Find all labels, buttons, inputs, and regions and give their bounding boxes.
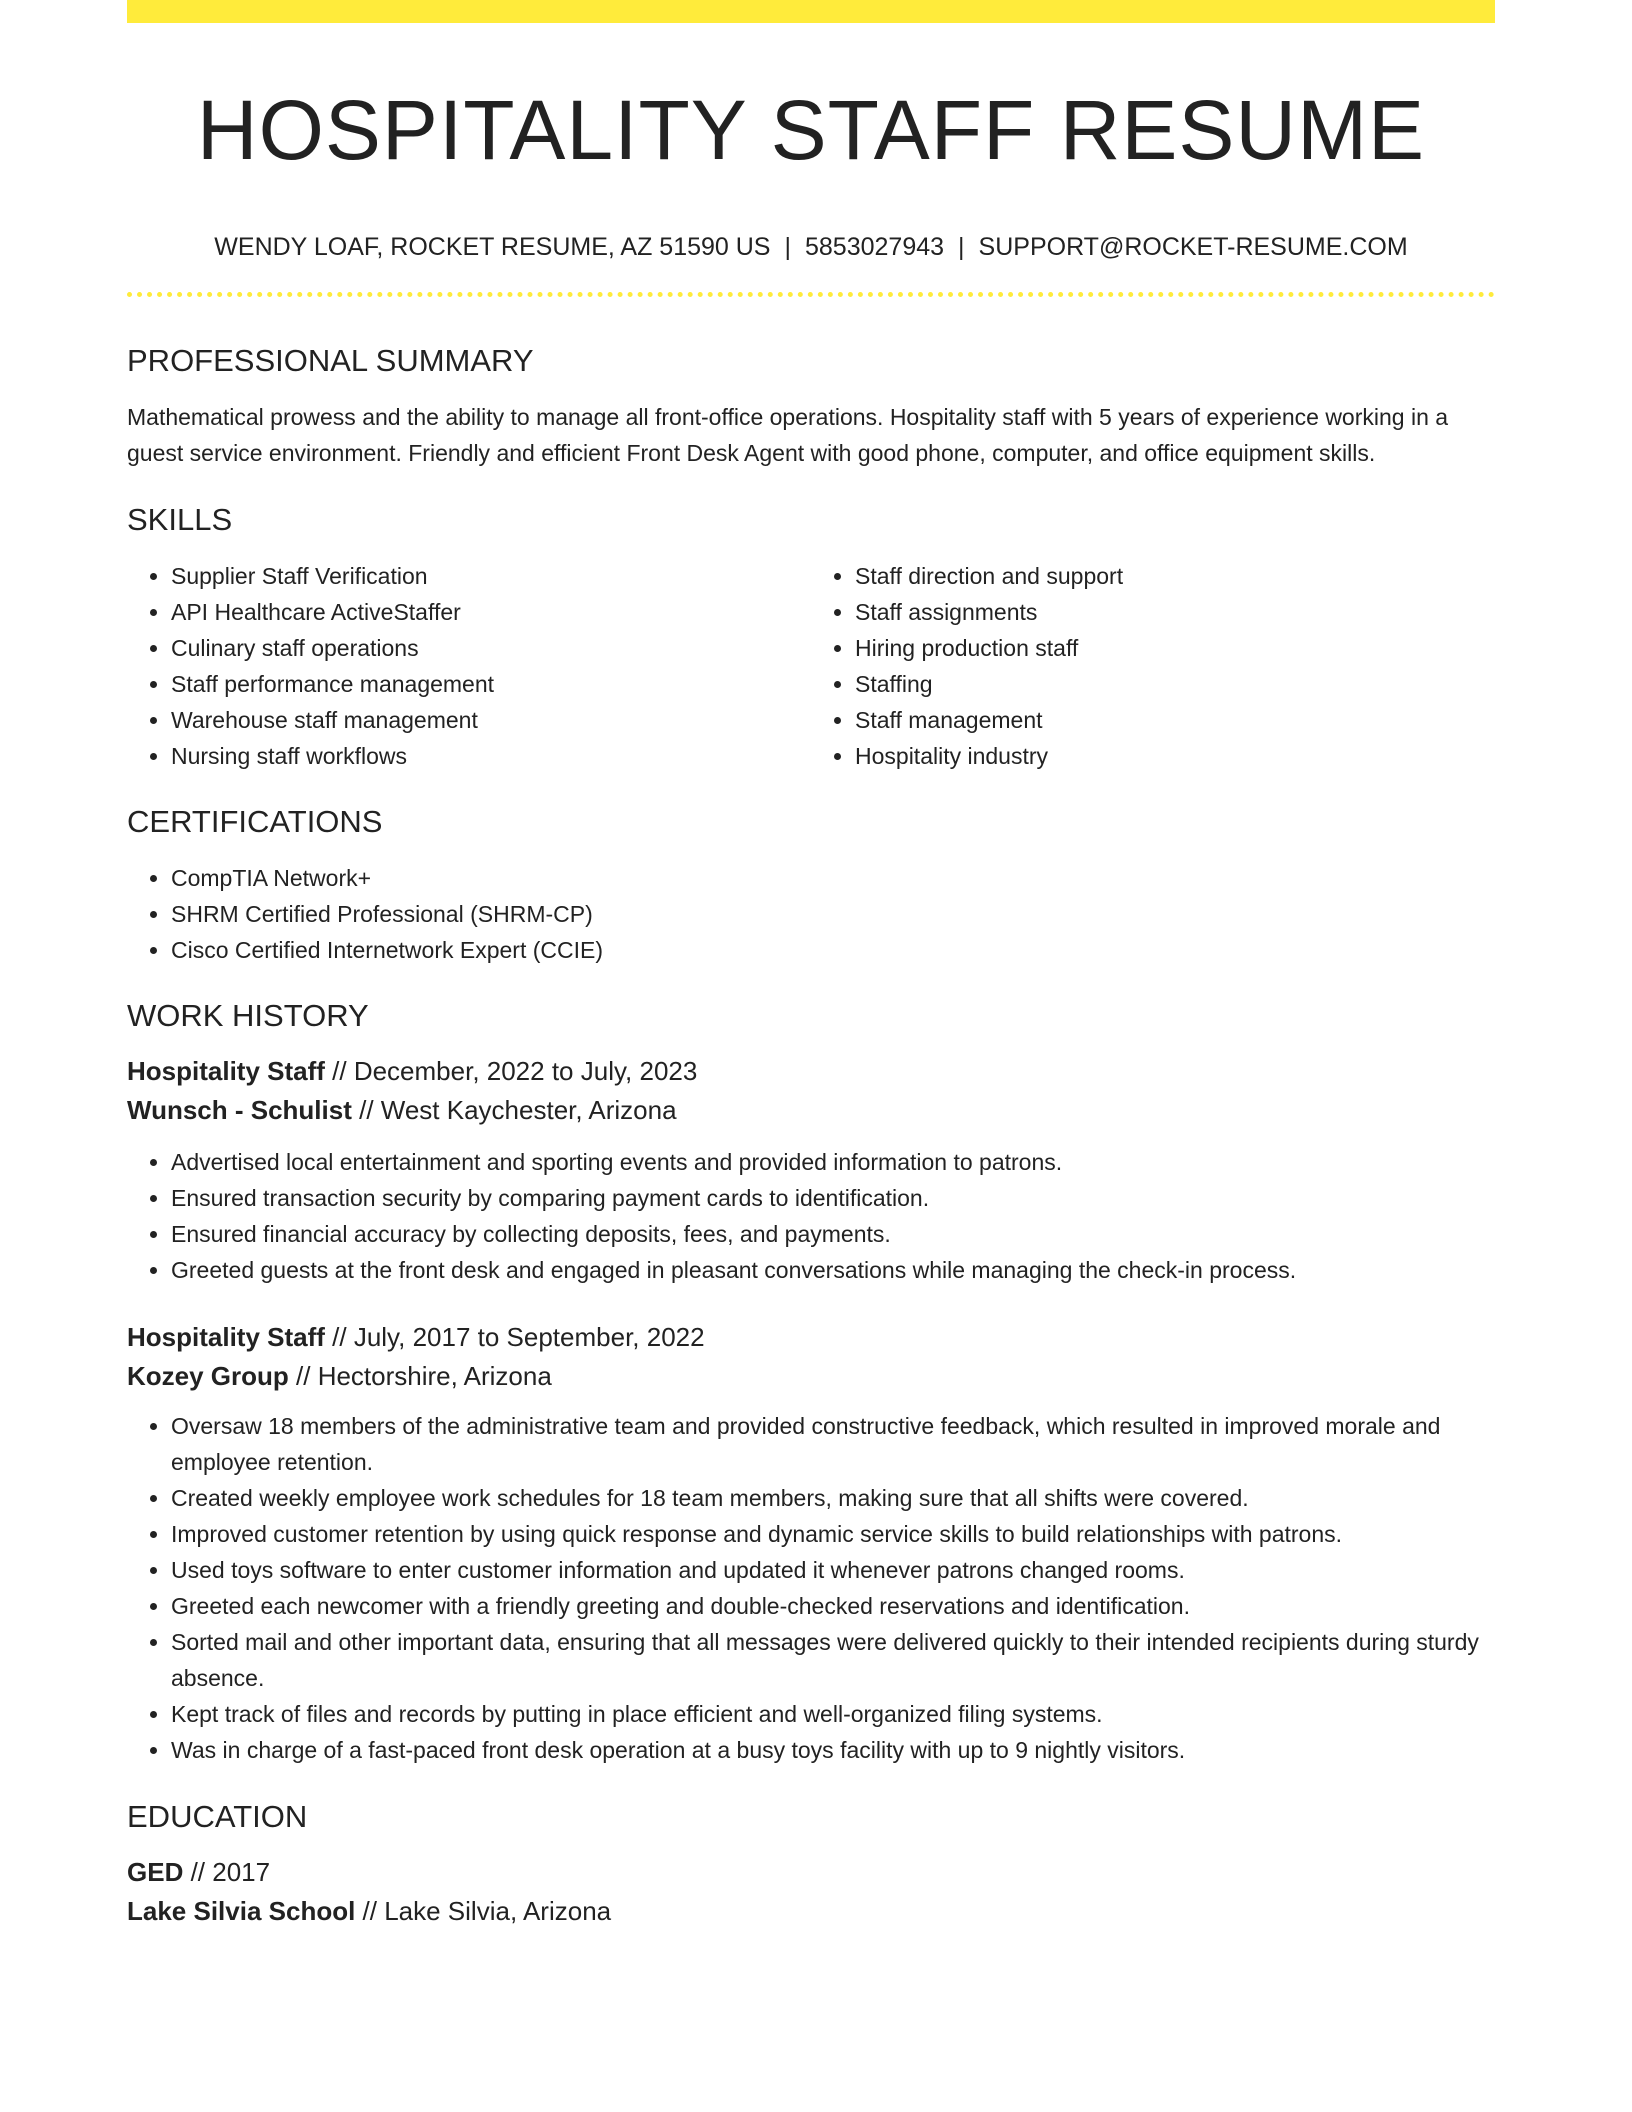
skill-item: • Staff performance management [171,666,811,702]
skill-item: • Nursing staff workflows [171,738,811,774]
skill-item: • Culinary staff operations [171,630,811,666]
job-duty-item: • Greeted each newcomer with a friendly greeting and double-checked reservations and identification. [171,1588,1495,1624]
skill-item: • Supplier Staff Verification [171,558,811,594]
certification-item: • Cisco Certified Internetwork Expert (CCIE) [171,932,1495,968]
job-company-line [127,1357,1495,1396]
job-title: Hospitality Staff [127,1056,325,1086]
job-duty-item: • Improved customer retention by using quick response and dynamic service skills to build relationships with patrons. [171,1516,1495,1552]
contact-email: SUPPORT@ROCKET-RESUME.COM [978,233,1408,261]
job-duty-item: • Ensured financial accuracy by collecting deposits, fees, and payments. [171,1216,1495,1252]
job-company: Kozey Group [127,1361,289,1391]
work-history-heading: WORK HISTORY [127,998,369,1033]
skill-item: • API Healthcare ActiveStaffer [171,594,811,630]
job-duty-item: • Was in charge of a fast-paced front desk operation at a busy toys facility with up to 9 nightly visitors. [171,1732,1495,1768]
job-duty-item: • Used toys software to enter customer information and updated it whenever patrons changed rooms. [171,1552,1495,1588]
job-duty-item: • Oversaw 18 members of the administrative team and provided constructive feedback, which resulted in improved morale and employee retention. [171,1408,1495,1480]
job-location: // West Kaychester, Arizona [351,1095,677,1125]
accent-top-bar [127,0,1495,23]
job-title-line [127,1318,1495,1357]
certification-item: • SHRM Certified Professional (SHRM-CP) [171,896,1495,932]
contact-line [127,232,1495,262]
education-entry [127,1853,1495,1931]
contact-address: WENDY LOAF, ROCKET RESUME, AZ 51590 US [214,233,771,261]
skills-right-list [811,558,1495,774]
education-year: // 2017 [183,1857,271,1887]
summary-heading: PROFESSIONAL SUMMARY [127,343,534,378]
dotted-divider [127,292,1495,297]
education-location: // Lake Silvia, Arizona [355,1896,612,1926]
job-duties-list [127,1408,1495,1768]
resume-title: HOSPITALITY STAFF RESUME [196,83,1426,177]
skills-heading: SKILLS [127,502,233,537]
skill-item: • Staff direction and support [855,558,1495,594]
job-duty-item: • Advertised local entertainment and sporting events and provided information to patrons. [171,1144,1495,1180]
education-degree: GED [127,1857,184,1887]
job-entry [127,1052,1495,1288]
skills-left-list [127,558,811,774]
certifications-list [127,860,1495,968]
resume-content [127,23,1495,1931]
education-degree-line [127,1853,1495,1892]
job-duty-item: • Sorted mail and other important data, ensuring that all messages were delivered quickly to their intended recipients during sturdy absence. [171,1624,1495,1696]
skill-item: • Staff assignments [855,594,1495,630]
job-entry [127,1318,1495,1768]
skill-item: • Warehouse staff management [171,702,811,738]
job-duty-item: • Kept track of files and records by putting in place efficient and well-organized filing systems. [171,1696,1495,1732]
education-school-line [127,1892,1495,1931]
job-title: Hospitality Staff [127,1322,325,1352]
job-company-line [127,1091,1495,1130]
certification-item: • CompTIA Network+ [171,860,1495,896]
skill-item: • Staffing [855,666,1495,702]
job-duty-item: • Created weekly employee work schedules for 18 team members, making sure that all shifts were covered. [171,1480,1495,1516]
education-school: Lake Silvia School [127,1896,356,1926]
job-dates: // December, 2022 to July, 2023 [324,1056,698,1086]
contact-separator: | [784,233,791,261]
job-duty-item: • Greeted guests at the front desk and engaged in pleasant conversations while managing the check-in process. [171,1252,1495,1288]
certifications-heading: CERTIFICATIONS [127,804,383,839]
summary-text: Mathematical prowess and the ability to manage all front-office operations. Hospitality staff with 5 years of experience working in a guest service environment. Friendly and efficient Front Desk Agent with good phone, computer, and office equipment skills. [127,404,1449,466]
job-duties-list [127,1144,1495,1288]
job-company: Wunsch - Schulist [127,1095,352,1125]
skill-item: • Hiring production staff [855,630,1495,666]
job-dates: // July, 2017 to September, 2022 [324,1322,705,1352]
contact-phone: 5853027943 [805,233,945,261]
job-title-line [127,1052,1495,1091]
contact-separator: | [958,233,965,261]
education-heading: EDUCATION [127,1799,308,1834]
job-location: // Hectorshire, Arizona [288,1361,552,1391]
job-duty-item: • Ensured transaction security by comparing payment cards to identification. [171,1180,1495,1216]
skill-item: • Hospitality industry [855,738,1495,774]
skill-item: • Staff management [855,702,1495,738]
skills-grid [127,558,1495,774]
